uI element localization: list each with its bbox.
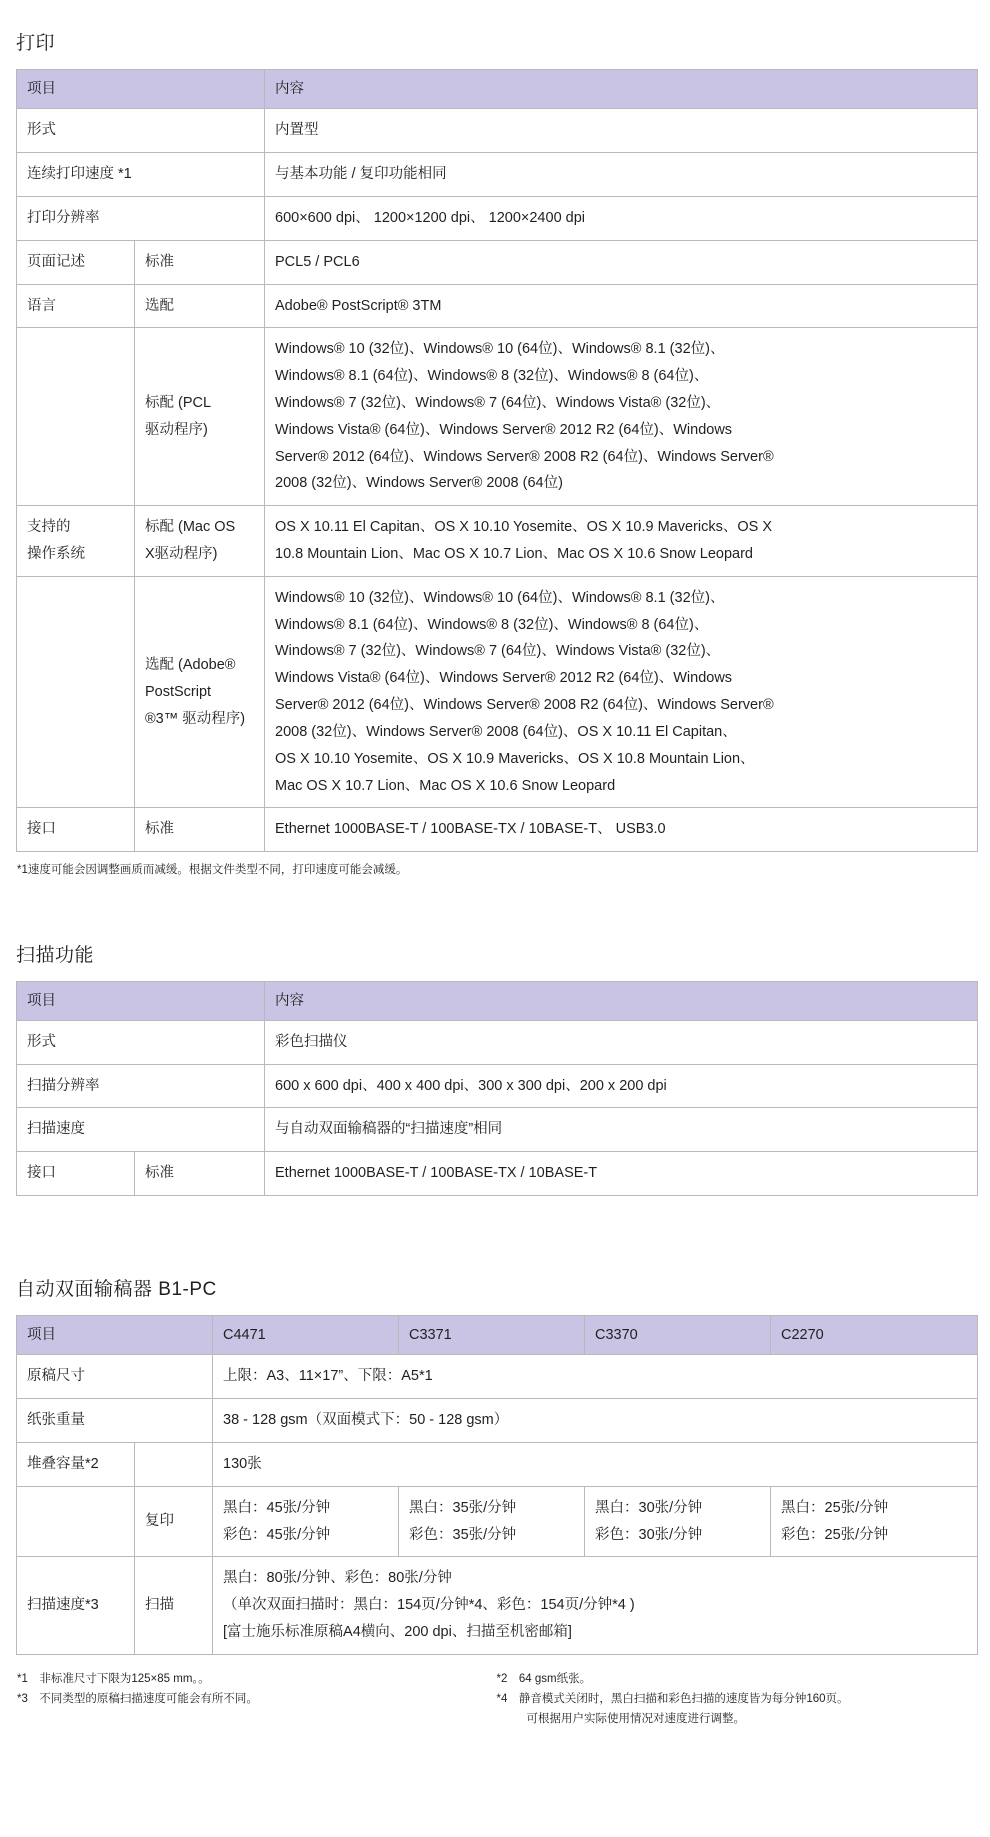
row-value: Ethernet 1000BASE-T / 100BASE-TX / 10BASE-T、 USB3.0 <box>265 808 978 852</box>
sublabel-line: 选配 (Adobe® <box>145 656 236 673</box>
value-line: 彩色：25张/分钟 <box>781 1526 889 1543</box>
table-row <box>17 1399 978 1443</box>
row-value: PCL5 / PCL6 <box>265 240 978 284</box>
row-sublabel: 选配 <box>135 284 265 328</box>
value-line: Windows® 8.1 (64位)、Windows® 8 (32位)、Windows® 8 (64位)、 <box>275 368 709 385</box>
table-row <box>17 506 978 577</box>
column-header-item: 项目 <box>17 70 265 109</box>
row-label <box>17 576 135 808</box>
row-value: 38 - 128 gsm（双面模式下：50 - 128 gsm） <box>213 1399 978 1443</box>
copy-speed-c3370 <box>585 1486 771 1557</box>
row-label: 形式 <box>17 109 265 153</box>
scan-spec-table <box>16 981 978 1197</box>
row-value: 130张 <box>213 1443 978 1487</box>
value-line: 黑白：25张/分钟 <box>781 1499 889 1516</box>
value-line: 黑白：80张/分钟、彩色：80张/分钟 <box>223 1570 452 1587</box>
row-sublabel <box>135 328 265 506</box>
row-sublabel <box>135 576 265 808</box>
table-header-row <box>17 1316 978 1355</box>
value-line: 彩色：35张/分钟 <box>409 1526 517 1543</box>
value-line: OS X 10.10 Yosemite、OS X 10.9 Mavericks、OS X 10.8 Mountain Lion、 <box>275 750 755 767</box>
sublabel-line: ®3™ 驱动程序) <box>145 710 246 727</box>
row-value: 600×600 dpi、 1200×1200 dpi、 1200×2400 dpi <box>265 196 978 240</box>
value-line: 黑白：45张/分钟 <box>223 1499 331 1516</box>
copy-speed-c2270 <box>771 1486 978 1557</box>
column-header-c2270: C2270 <box>771 1316 978 1355</box>
row-label: 接口 <box>17 1152 135 1196</box>
row-label: 接口 <box>17 808 135 852</box>
value-line: Mac OS X 10.7 Lion、Mac OS X 10.6 Snow Leopard <box>275 777 616 794</box>
column-header-content: 内容 <box>265 70 978 109</box>
value-line: Windows Vista® (64位)、Windows Server® 2012 R2 (64位)、Windows <box>275 421 733 438</box>
row-value: 与基本功能 / 复印功能相同 <box>265 153 978 197</box>
row-label <box>17 506 135 577</box>
table-row <box>17 1557 978 1654</box>
row-value: 彩色扫描仪 <box>265 1020 978 1064</box>
column-header-item: 项目 <box>17 1316 213 1355</box>
value-line: Windows® 10 (32位)、Windows® 10 (64位)、Windows® 8.1 (32位)、 <box>275 341 725 358</box>
column-header-c3371: C3371 <box>399 1316 585 1355</box>
row-value: 内置型 <box>265 109 978 153</box>
value-line: 2008 (32位)、Windows Server® 2008 (64位)、OS X 10.11 El Capitan、 <box>275 723 737 740</box>
row-label: 堆叠容量*2 <box>17 1443 135 1487</box>
sublabel-line: 驱动程序) <box>145 421 208 438</box>
adf-spec-table <box>16 1315 978 1655</box>
table-header-row <box>17 981 978 1020</box>
footnote-3: *3 不同类型的原稿扫描速度可能会有所不同。 <box>17 1693 258 1706</box>
row-value: Ethernet 1000BASE-T / 100BASE-TX / 10BASE-T <box>265 1152 978 1196</box>
sublabel-line: 标配 (Mac OS <box>145 519 236 536</box>
print-spec-table <box>16 69 978 852</box>
table-row <box>17 808 978 852</box>
row-label: 形式 <box>17 1020 265 1064</box>
table-row <box>17 240 978 284</box>
value-line: Windows® 8.1 (64位)、Windows® 8 (32位)、Windows® 8 (64位)、 <box>275 616 709 633</box>
table-row <box>17 109 978 153</box>
table-row <box>17 1152 978 1196</box>
value-line: 黑白：30张/分钟 <box>595 1499 703 1516</box>
value-line: 彩色：45张/分钟 <box>223 1526 331 1543</box>
table-row <box>17 576 978 808</box>
value-line: Windows® 7 (32位)、Windows® 7 (64位)、Windows Vista® (32位)、 <box>275 643 721 660</box>
column-header-content: 内容 <box>265 981 978 1020</box>
row-label: 扫描速度*3 <box>17 1557 135 1654</box>
table-header-row <box>17 70 978 109</box>
row-sublabel <box>135 506 265 577</box>
row-label <box>17 1486 135 1557</box>
table-row <box>17 196 978 240</box>
row-label: 页面记述 <box>17 240 135 284</box>
adf-section-title: 自动双面输稿器 B1-PC <box>16 1279 217 1301</box>
row-label: 原稿尺寸 <box>17 1355 213 1399</box>
table-row <box>17 1064 978 1108</box>
scan-section-title: 扫描功能 <box>16 944 95 966</box>
row-sublabel: 标准 <box>135 1152 265 1196</box>
footnote-2: *2 64 gsm纸张。 <box>496 1672 592 1685</box>
row-value <box>265 506 978 577</box>
footnote-1: *1 非标准尺寸下限为125×85 mm。。 <box>17 1672 210 1685</box>
value-line: [富士施乐标准原稿A4横向、200 dpi、扫描至机密邮箱] <box>223 1624 572 1641</box>
row-sublabel: 标准 <box>135 240 265 284</box>
value-line: 彩色：30张/分钟 <box>595 1526 703 1543</box>
row-sublabel: 标准 <box>135 808 265 852</box>
footnote-4-cont: 可根据用户实际使用情况对速度进行调整。 <box>526 1713 745 1726</box>
table-row <box>17 328 978 506</box>
table-row <box>17 153 978 197</box>
sublabel-line: X驱动程序) <box>145 546 218 563</box>
spacer <box>14 1196 976 1274</box>
footnote-4: *4 静音模式关闭时，黑白扫描和彩色扫描的速度皆为每分钟160页。 <box>496 1693 849 1706</box>
table-row <box>17 284 978 328</box>
value-line: （单次双面扫描时：黑白：154页/分钟*4、彩色：154页/分钟*4 ) <box>223 1597 635 1614</box>
footnote-column-right <box>497 1669 977 1729</box>
print-section-title: 打印 <box>16 33 56 54</box>
column-header-item: 项目 <box>17 981 265 1020</box>
row-value: 上限：A3、11×17”、下限：A5*1 <box>213 1355 978 1399</box>
table-row <box>17 1486 978 1557</box>
row-label <box>17 328 135 506</box>
spacer <box>14 880 976 940</box>
label-line: 支持的 <box>27 519 71 536</box>
sublabel-line: PostScript <box>145 683 212 700</box>
row-label: 纸张重量 <box>17 1399 213 1443</box>
value-line: Server® 2012 (64位)、Windows Server® 2008 R2 (64位)、Windows Server® <box>275 697 774 714</box>
value-line: Windows® 10 (32位)、Windows® 10 (64位)、Windows® 8.1 (32位)、 <box>275 589 725 606</box>
row-value <box>213 1557 978 1654</box>
print-footnote: *1速度可能会因调整画质而减缓。根据文件类型不同，打印速度可能会减缓。 <box>17 864 408 877</box>
value-line: 2008 (32位)、Windows Server® 2008 (64位) <box>275 475 563 492</box>
table-row <box>17 1443 978 1487</box>
row-value <box>265 328 978 506</box>
footnote-column-left <box>17 1669 497 1729</box>
row-value: 与自动双面输稿器的“扫描速度”相同 <box>265 1108 978 1152</box>
copy-speed-c4471 <box>213 1486 399 1557</box>
row-sublabel <box>135 1443 213 1487</box>
row-sublabel: 复印 <box>135 1486 213 1557</box>
label-line: 操作系统 <box>27 546 85 563</box>
row-value: 600 x 600 dpi、400 x 400 dpi、300 x 300 dpi、200 x 200 dpi <box>265 1064 978 1108</box>
value-line: Windows Vista® (64位)、Windows Server® 2012 R2 (64位)、Windows <box>275 670 733 687</box>
value-line: 黑白：35张/分钟 <box>409 1499 517 1516</box>
column-header-c3370: C3370 <box>585 1316 771 1355</box>
value-line: Windows® 7 (32位)、Windows® 7 (64位)、Windows Vista® (32位)、 <box>275 394 721 411</box>
adf-footnotes <box>17 1669 976 1729</box>
row-label: 扫描分辨率 <box>17 1064 265 1108</box>
row-label: 语言 <box>17 284 135 328</box>
table-row <box>17 1020 978 1064</box>
row-sublabel: 扫描 <box>135 1557 213 1654</box>
value-line: 10.8 Mountain Lion、Mac OS X 10.7 Lion、Mac OS X 10.6 Snow Leopard <box>275 546 753 563</box>
row-value <box>265 576 978 808</box>
value-line: OS X 10.11 El Capitan、OS X 10.10 Yosemite、OS X 10.9 Mavericks、OS X <box>275 519 772 536</box>
table-row <box>17 1108 978 1152</box>
row-label: 连续打印速度 *1 <box>17 153 265 197</box>
table-row <box>17 1355 978 1399</box>
copy-speed-c3371 <box>399 1486 585 1557</box>
column-header-c4471: C4471 <box>213 1316 399 1355</box>
row-label: 扫描速度 <box>17 1108 265 1152</box>
value-line: Server® 2012 (64位)、Windows Server® 2008 R2 (64位)、Windows Server® <box>275 448 774 465</box>
row-label: 打印分辨率 <box>17 196 265 240</box>
row-value: Adobe® PostScript® 3TM <box>265 284 978 328</box>
sublabel-line: 标配 (PCL <box>145 394 212 411</box>
